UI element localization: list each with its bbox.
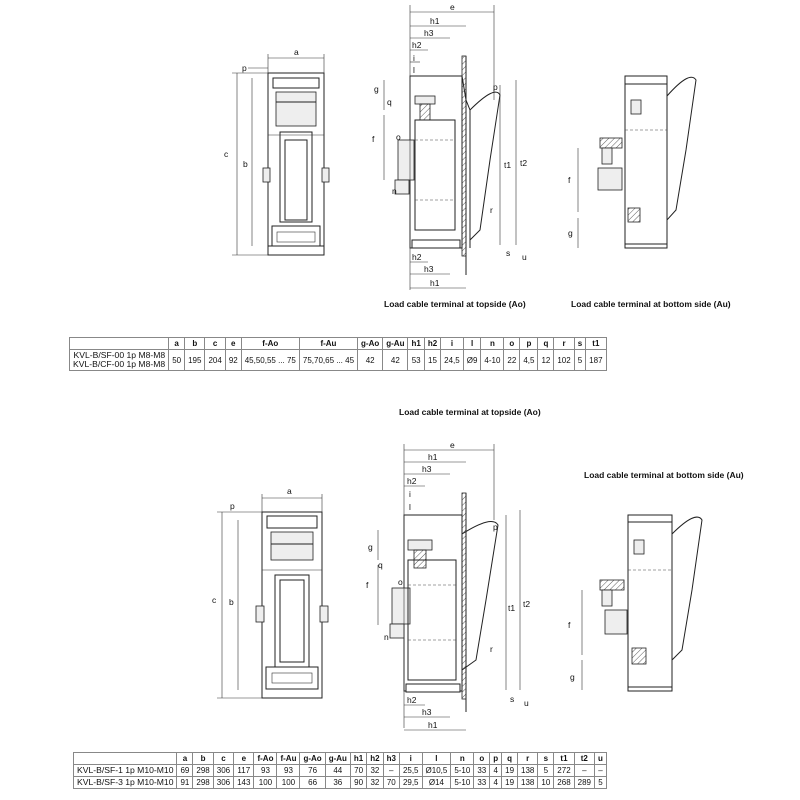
- table-header: f-Ao: [254, 753, 277, 765]
- table-cell: 75,70,65 ... 45: [299, 350, 357, 371]
- table-cell: 93: [254, 765, 277, 777]
- model-name: KVL-B/SF-1 1p M10-M10: [74, 765, 177, 777]
- dim-l-2: l: [409, 502, 411, 512]
- table-cell: 102: [554, 350, 574, 371]
- dim-g-au: g: [568, 228, 573, 238]
- dim-u: u: [522, 252, 527, 262]
- table-cell: 195: [185, 350, 205, 371]
- table-header: t1: [554, 753, 574, 765]
- dim-t2: t2: [520, 158, 528, 168]
- dim-h1: h1: [430, 16, 440, 26]
- table-cell: 53: [408, 350, 424, 371]
- dim-f-2: f: [366, 580, 369, 590]
- caption-bottomside-au: Load cable terminal at bottom side (Au): [571, 299, 731, 309]
- table-cell: 69: [177, 765, 193, 777]
- dim-s: s: [506, 248, 511, 258]
- table-corner: [74, 753, 177, 765]
- table-cell: 29,5: [399, 777, 422, 789]
- table-header: q: [502, 753, 518, 765]
- dim-q-2: q: [378, 560, 383, 570]
- table-header: h1: [350, 753, 366, 765]
- table-header: u: [595, 753, 607, 765]
- table-cell: Ø10,5: [422, 765, 451, 777]
- table-cell: 10: [538, 777, 554, 789]
- table-cell: –: [595, 765, 607, 777]
- dim-o-2: o: [398, 577, 403, 587]
- table-header: p: [520, 338, 538, 350]
- table-cell: 19: [502, 765, 518, 777]
- dim-g-top: g: [374, 84, 379, 94]
- table-header: o: [504, 338, 520, 350]
- table-cell: 138: [518, 777, 538, 789]
- side-view-2-au: [568, 515, 702, 691]
- dim-p-side: p: [493, 82, 498, 92]
- table-header-row: [70, 338, 607, 350]
- table-header: o: [474, 753, 490, 765]
- table-header: g-Ao: [358, 338, 383, 350]
- model-name: KVL-B/CF-00 1p M8-M8: [73, 359, 166, 369]
- table-header: r: [554, 338, 574, 350]
- dim-g-top-2: g: [368, 542, 373, 552]
- dim-t2-2: t2: [523, 599, 531, 609]
- table-cell: 100: [254, 777, 277, 789]
- table-header: h2: [424, 338, 440, 350]
- table-cell: 12: [538, 350, 554, 371]
- table-row: [74, 777, 607, 789]
- dim-l: l: [413, 65, 415, 75]
- table-cell: 4: [490, 765, 502, 777]
- table-header: n: [451, 753, 474, 765]
- dim-t1: t1: [504, 160, 512, 170]
- table-cell: Ø14: [422, 777, 451, 789]
- table-header: n: [481, 338, 504, 350]
- table-header: b: [185, 338, 205, 350]
- table-cell: 36: [325, 777, 350, 789]
- table-row: [70, 350, 607, 371]
- table-header: a: [169, 338, 185, 350]
- table-header: g-Au: [383, 338, 408, 350]
- table-header: b: [193, 753, 213, 765]
- table-cell: 90: [350, 777, 366, 789]
- table-header: i: [399, 753, 422, 765]
- table-cell: 5-10: [451, 777, 474, 789]
- table-cell: 24,5: [441, 350, 464, 371]
- dim-c-2: c: [212, 595, 217, 605]
- dim-b: b: [243, 159, 248, 169]
- table-cell: 143: [234, 777, 254, 789]
- table-cell: 100: [277, 777, 300, 789]
- caption-bottomside-au-2: Load cable terminal at bottom side (Au): [584, 470, 744, 480]
- table-header: r: [518, 753, 538, 765]
- dim-h1-bottom-2: h1: [428, 720, 438, 730]
- table-cell: 93: [277, 765, 300, 777]
- table-header: h3: [383, 753, 399, 765]
- table-cell: Ø9: [463, 350, 481, 371]
- dim-h2-2: h2: [407, 476, 417, 486]
- table-cell: 19: [502, 777, 518, 789]
- table-cell: 187: [586, 350, 606, 371]
- dim-h3: h3: [424, 28, 434, 38]
- dim-f: f: [372, 134, 375, 144]
- table-header: t2: [574, 753, 594, 765]
- dim-e: e: [450, 2, 455, 12]
- table-header: g-Ao: [300, 753, 325, 765]
- table-cell: 32: [367, 765, 383, 777]
- table-cell: 289: [574, 777, 594, 789]
- table-header: p: [490, 753, 502, 765]
- table-cell: 70: [350, 765, 366, 777]
- dim-h3-2: h3: [422, 464, 432, 474]
- table-model-cell: [70, 350, 169, 371]
- table-cell: 306: [213, 777, 233, 789]
- dim-t1-2: t1: [508, 603, 516, 613]
- table-cell: 25,5: [399, 765, 422, 777]
- side-view-1-au: [568, 76, 696, 248]
- dim-n-2: n: [384, 632, 389, 642]
- table-cell: 5: [538, 765, 554, 777]
- table-cell: 50: [169, 350, 185, 371]
- table-cell: 42: [358, 350, 383, 371]
- dim-q: q: [387, 97, 392, 107]
- caption-topside-ao: Load cable terminal at topside (Ao): [384, 299, 526, 309]
- dim-i: i: [413, 53, 415, 63]
- table-header: f-Ao: [241, 338, 299, 350]
- table-cell: 22: [504, 350, 520, 371]
- table-cell: 5: [595, 777, 607, 789]
- table-header: c: [205, 338, 225, 350]
- table-cell: 4-10: [481, 350, 504, 371]
- table-header: e: [225, 338, 241, 350]
- dim-a: a: [294, 47, 299, 57]
- table-header: f-Au: [299, 338, 357, 350]
- table-row: [74, 765, 607, 777]
- table-cell: 298: [193, 765, 213, 777]
- table-cell: 4,5: [520, 350, 538, 371]
- front-view-1: [224, 47, 329, 255]
- table-cell: 45,50,55 ... 75: [241, 350, 299, 371]
- dim-n: n: [392, 186, 397, 196]
- table-header: l: [422, 753, 451, 765]
- table-cell: 4: [490, 777, 502, 789]
- table-cell: 268: [554, 777, 574, 789]
- dimension-table-2: [73, 752, 607, 789]
- caption-topside-ao-2: Load cable terminal at topside (Ao): [399, 407, 541, 417]
- dim-r-2: r: [490, 644, 493, 654]
- model-name: KVL-B/SF-3 1p M10-M10: [74, 777, 177, 789]
- side-view-1: [372, 2, 527, 290]
- table-header: c: [213, 753, 233, 765]
- dim-h3-bottom: h3: [424, 264, 434, 274]
- table-cell: 298: [193, 777, 213, 789]
- dim-b-2: b: [229, 597, 234, 607]
- table-header-row: [74, 753, 607, 765]
- table-header: h2: [367, 753, 383, 765]
- dim-h1-bottom: h1: [430, 278, 440, 288]
- dim-e-2: e: [450, 440, 455, 450]
- table-cell: 306: [213, 765, 233, 777]
- dim-h3-bottom-2: h3: [422, 707, 432, 717]
- table-cell: 33: [474, 765, 490, 777]
- table-cell: 5: [574, 350, 585, 371]
- table-cell: 138: [518, 765, 538, 777]
- dim-g-au-2: g: [570, 672, 575, 682]
- table-cell: 66: [300, 777, 325, 789]
- dim-u-2: u: [524, 698, 529, 708]
- table-header: e: [234, 753, 254, 765]
- dim-f-au-2: f: [568, 620, 571, 630]
- table-cell: 33: [474, 777, 490, 789]
- table-header: t1: [586, 338, 606, 350]
- table-cell: 42: [383, 350, 408, 371]
- table-header: f-Au: [277, 753, 300, 765]
- table-header: s: [574, 338, 585, 350]
- table-cell: 5-10: [451, 765, 474, 777]
- table-cell: 44: [325, 765, 350, 777]
- table-cell: –: [574, 765, 594, 777]
- dim-o: o: [396, 132, 401, 142]
- dim-f-au: f: [568, 175, 571, 185]
- table-cell: 32: [367, 777, 383, 789]
- dim-r: r: [490, 205, 493, 215]
- table-header: a: [177, 753, 193, 765]
- model-name: KVL-B/SF-00 1p M8-M8: [73, 350, 166, 360]
- table-cell: 70: [383, 777, 399, 789]
- table-cell: 15: [424, 350, 440, 371]
- dim-h2: h2: [412, 40, 422, 50]
- dim-p-side-2: p: [493, 522, 498, 532]
- dim-h2-bottom: h2: [412, 252, 422, 262]
- table-header: q: [538, 338, 554, 350]
- dim-s-2: s: [510, 694, 515, 704]
- dim-a-2: a: [287, 486, 292, 496]
- dim-c: c: [224, 149, 229, 159]
- dimension-table-1: [69, 337, 607, 371]
- dim-i-2: i: [409, 489, 411, 499]
- dim-p-2: p: [230, 501, 235, 511]
- table-header: l: [463, 338, 481, 350]
- table-corner: [70, 338, 169, 350]
- table-cell: 272: [554, 765, 574, 777]
- table-cell: 76: [300, 765, 325, 777]
- table-cell: 91: [177, 777, 193, 789]
- table-header: h1: [408, 338, 424, 350]
- dim-h2-bottom-2: h2: [407, 695, 417, 705]
- table-cell: 92: [225, 350, 241, 371]
- table-cell: –: [383, 765, 399, 777]
- table-header: i: [441, 338, 464, 350]
- table-header: g-Au: [325, 753, 350, 765]
- dim-h1-2: h1: [428, 452, 438, 462]
- table-cell: 117: [234, 765, 254, 777]
- front-view-2: [212, 486, 328, 698]
- side-view-2: [366, 440, 530, 730]
- dim-p: p: [242, 63, 247, 73]
- table-cell: 204: [205, 350, 225, 371]
- table-header: s: [538, 753, 554, 765]
